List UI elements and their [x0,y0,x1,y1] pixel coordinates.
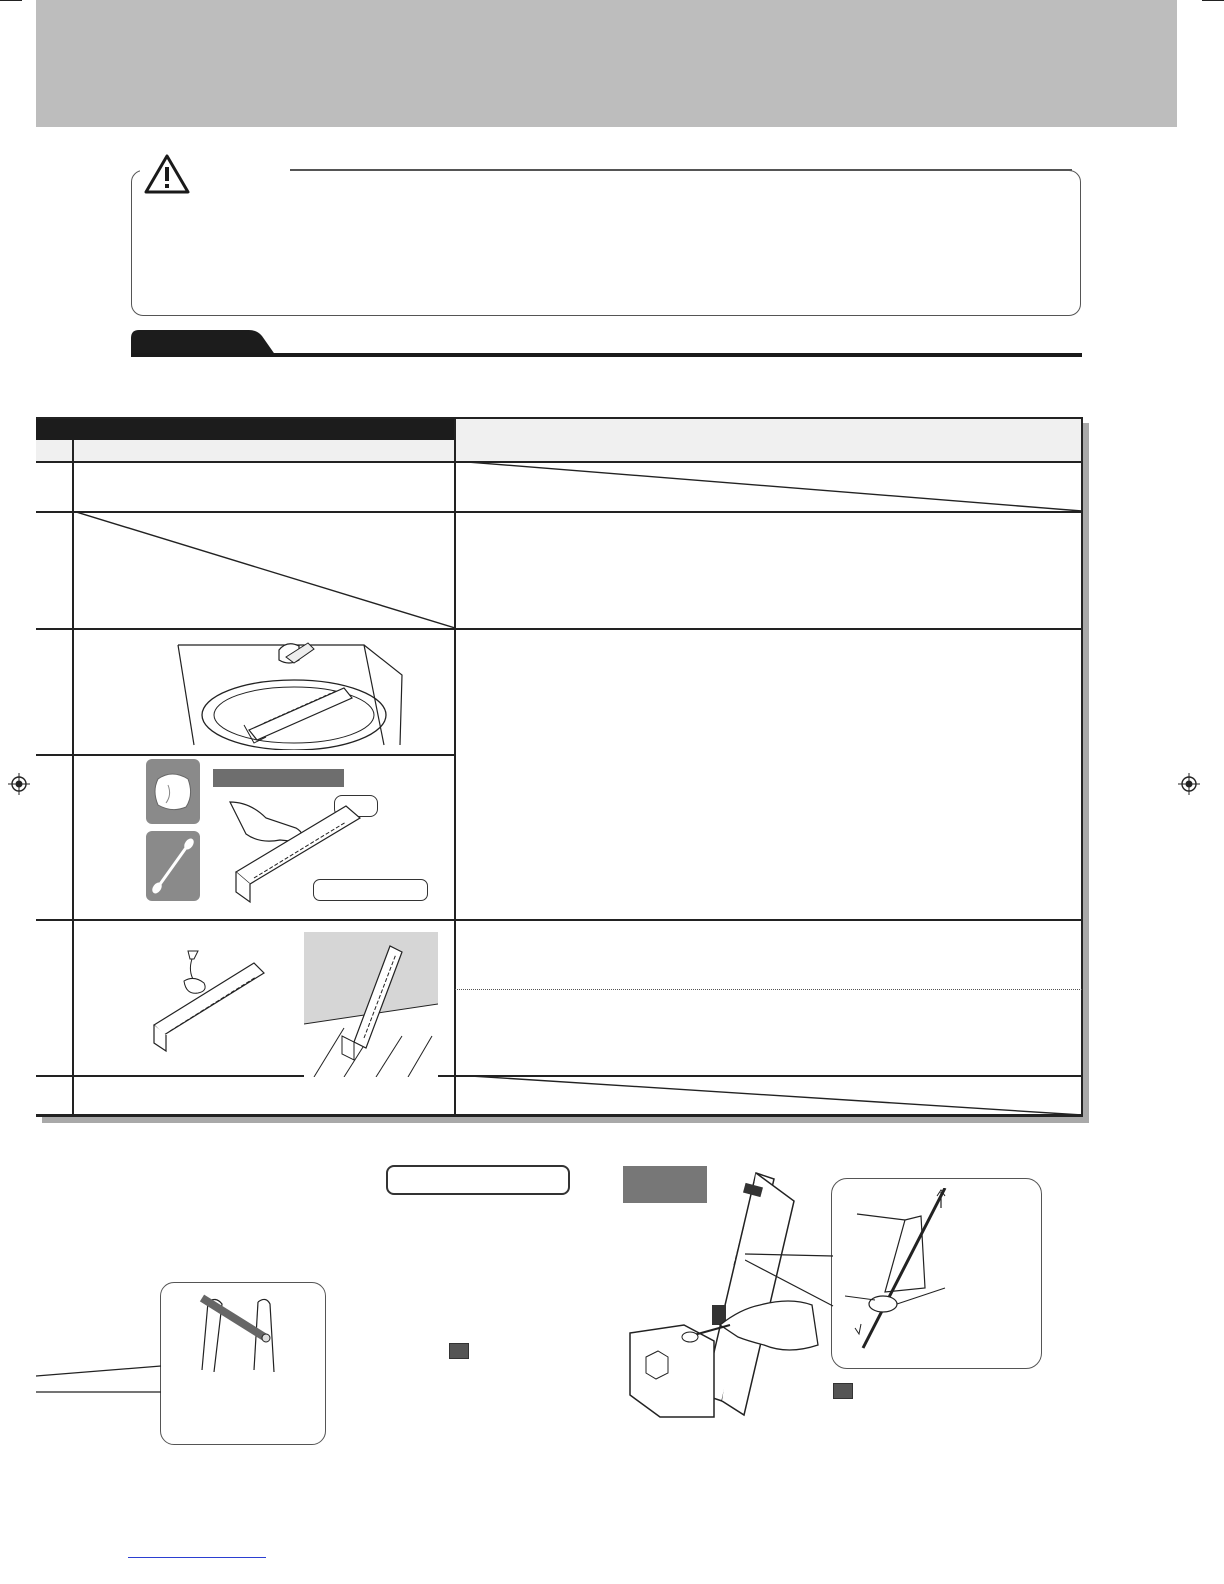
table-header-right [455,417,1083,461]
registration-mark-left-icon [8,773,30,795]
not-applicable-diagonal [455,461,1082,512]
row-divider [36,919,1083,921]
not-applicable-diagonal [455,1075,1082,1116]
footer-link-underline [128,1557,266,1558]
caution-top-rule [290,169,1072,171]
table-border-top [36,417,1083,419]
crop-mark-top-left [0,0,22,1]
step-marker-square [833,1383,853,1399]
warning-triangle-icon [142,152,192,196]
callout-leader-lines [745,1230,835,1310]
registration-mark-right-icon [1178,773,1200,795]
tray-in-sink-illustration [174,635,404,750]
step-marker-square [449,1343,469,1359]
row-divider [36,754,455,756]
crop-mark-top-right [1202,0,1224,1]
section-rule [131,353,1082,357]
table-border-right [1081,417,1083,1116]
label-pill [386,1165,570,1195]
not-applicable-diagonal [73,511,455,629]
cotton-swab-icon [148,835,198,897]
hand-wiping-tray-illustration [226,792,376,907]
row-divider-dotted [455,989,1082,990]
table-subheader [36,440,455,461]
tray-drying-illustration [304,932,438,1077]
callout-leader-lines [36,1362,162,1396]
tool-label-tag [213,769,344,787]
swab-detail-illustration [845,1188,1025,1358]
table-header-left [36,417,455,440]
cloth-icon [152,771,194,811]
header-band [36,0,1177,127]
rod-detail-illustration [180,1292,290,1372]
rinse-tray-illustration [148,945,268,1055]
caution-label-area [140,150,300,194]
maintenance-table [36,417,1083,1117]
